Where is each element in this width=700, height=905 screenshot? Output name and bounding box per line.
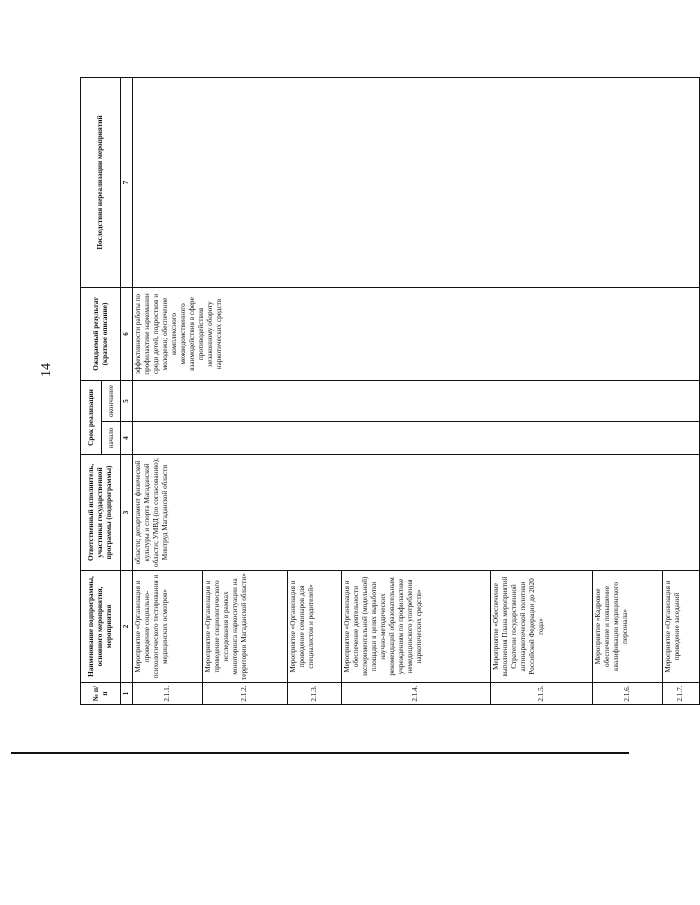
row-name: Мероприятие «Организация и проведение социально-психологического тестирования и медицинских осмотров» [133,571,203,683]
row-number: 2.1.1. [133,683,203,705]
header-consequences: Последствия нереализации мероприятий [81,78,121,288]
row-name: Мероприятие «Кадровое обеспечение и повышение квалификации медицинского персонала» [592,571,662,683]
page-divider-line [11,752,629,754]
header-start: начало [102,422,121,455]
executor-cell: области; департамент физической культуры и спорта Магаданской области; УМВД (по согласованию); Минтруд Магаданской области [133,455,700,571]
measures-table [80,77,700,705]
col-number-4: 4 [121,422,133,455]
row-number: 2.1.2. [202,683,288,705]
row-name: Мероприятие «Обеспечение выполнения Плана мероприятий Стратегии государственной антинаркотической политики Российской Федерации до 2020 года» [491,571,593,683]
end-cell [133,381,700,422]
col-number-1: 1 [121,683,133,705]
row-number: 2.1.4. [341,683,491,705]
row-number: 2.1.3. [288,683,341,705]
rotated-table-container [80,78,700,705]
row-name: Мероприятие «Организация и обеспечение деятельности экспериментальной (модельной) площадки в целях выработки научно-методических рекомендаций образовательным учреждениям по профилактике немедицинского употребления наркотических средств» [341,571,491,683]
row-name: Мероприятие «Организация и проведение семинаров для специалистов и родителей» [288,571,341,683]
row-number: 2.1.5. [491,683,593,705]
header-executor: Ответственный исполнитель, участники государственной программы (подпрограммы) [81,455,121,571]
col-number-7: 7 [121,78,133,288]
start-cell [133,422,700,455]
col-number-3: 3 [121,455,133,571]
row-number: 2.1.6. [592,683,662,705]
row-name: Мероприятие «Организация и проведение заседаний [662,571,699,683]
row-name: Мероприятие «Организация и проведение социологического исследования в рамках мониторинга наркоситуации на территории Магаданской области» [202,571,288,683]
page-number: 14 [39,363,54,377]
header-period: Срок реализации [81,381,102,455]
header-name: Наименование подпрограммы, основного мероприятия, мероприятия [81,571,121,683]
row-number: 2.1.7. [662,683,699,705]
col-number-5: 5 [121,381,133,422]
header-num: № п/п [81,683,121,705]
col-number-6: 6 [121,288,133,381]
consequences-cell [133,78,700,288]
header-result: Ожидаемый результат (краткое описание) [81,288,121,381]
col-number-2: 2 [121,571,133,683]
header-end: окончание [102,381,121,422]
result-cell: эффективности работы по профилактике наркомании среди детей, подростков и молодежи; обеспечение комплексного межведомственного взаимодействия в сфере противодействия незаконному обороту наркотических средств [133,288,700,381]
